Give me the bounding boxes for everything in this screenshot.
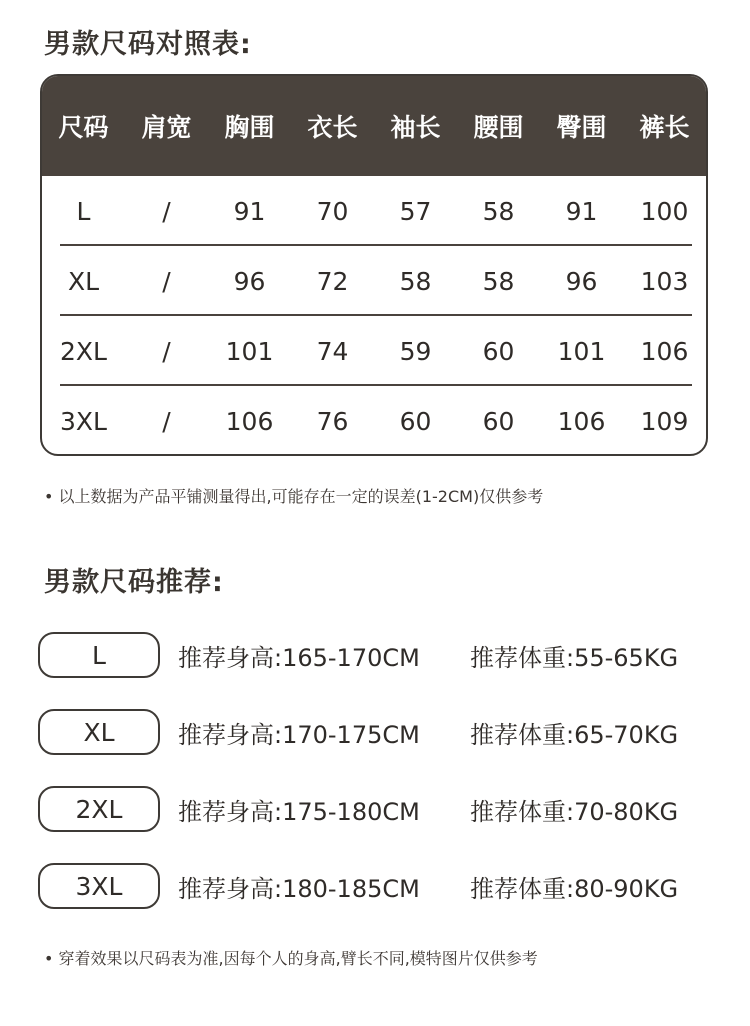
- size-chart-title: 男款尺码对照表:: [44, 29, 252, 60]
- header-cell-size: 尺码: [58, 113, 109, 142]
- recommend-height: 推荐身高:175-180CM: [178, 797, 420, 826]
- table-cell: /: [162, 196, 171, 226]
- size-pill: L: [38, 632, 160, 678]
- table-cell: 59: [399, 336, 432, 366]
- size-chart-table: [40, 74, 708, 456]
- table-cell: 101: [557, 336, 606, 366]
- table-cell: L: [76, 196, 91, 226]
- table-cell: /: [162, 266, 171, 296]
- size-pill: 2XL: [38, 786, 160, 832]
- header-cell-chest: 胸围: [224, 113, 275, 142]
- table-cell: 58: [482, 196, 515, 226]
- table-cell: 106: [557, 406, 606, 436]
- recommend-weight: 推荐体重:65-70KG: [470, 720, 679, 749]
- recommend-note: • 穿着效果以尺码表为准,因每个人的身高,臂长不同,模特图片仅供参考: [44, 949, 538, 968]
- table-cell: 106: [640, 336, 689, 366]
- table-cell: /: [162, 336, 171, 366]
- table-header-row: [42, 76, 706, 176]
- recommend-row-3xl: [38, 860, 728, 912]
- table-row: [42, 176, 706, 246]
- table-cell: 91: [233, 196, 266, 226]
- table-cell: 91: [565, 196, 598, 226]
- table-cell: 3XL: [60, 406, 107, 436]
- table-cell: 58: [399, 266, 432, 296]
- table-cell: 74: [316, 336, 349, 366]
- size-recommend-title: 男款尺码推荐:: [44, 567, 224, 598]
- size-pill: 3XL: [38, 863, 160, 909]
- size-chart-note: • 以上数据为产品平铺测量得出,可能存在一定的误差(1-2CM)仅供参考: [44, 487, 544, 506]
- table-row: [42, 316, 706, 386]
- header-cell-waist: 腰围: [473, 113, 524, 142]
- table-row: [42, 246, 706, 316]
- recommend-row-xl: [38, 706, 728, 758]
- table-body: [42, 176, 706, 456]
- recommend-row-2xl: [38, 783, 728, 835]
- header-cell-pants-length: 裤长: [639, 113, 690, 142]
- table-cell: 100: [640, 196, 689, 226]
- table-cell: 96: [233, 266, 266, 296]
- table-cell: 58: [482, 266, 515, 296]
- recommend-row-l: [38, 629, 728, 681]
- table-cell: 70: [316, 196, 349, 226]
- table-cell: 57: [399, 196, 432, 226]
- table-cell: 60: [482, 406, 515, 436]
- header-cell-length: 衣长: [307, 113, 358, 142]
- table-cell: 76: [316, 406, 349, 436]
- recommend-weight: 推荐体重:70-80KG: [470, 797, 679, 826]
- table-cell: 106: [225, 406, 274, 436]
- header-cell-hip: 臀围: [556, 113, 607, 142]
- table-cell: /: [162, 406, 171, 436]
- table-cell: 103: [640, 266, 689, 296]
- table-cell: 96: [565, 266, 598, 296]
- recommend-weight: 推荐体重:80-90KG: [470, 874, 679, 903]
- table-cell: 72: [316, 266, 349, 296]
- recommend-height: 推荐身高:165-170CM: [178, 643, 420, 672]
- table-cell: 109: [640, 406, 689, 436]
- table-cell: 2XL: [60, 336, 107, 366]
- header-cell-sleeve: 袖长: [390, 113, 441, 142]
- table-cell: XL: [67, 266, 100, 296]
- size-pill: XL: [38, 709, 160, 755]
- table-cell: 101: [225, 336, 274, 366]
- recommend-height: 推荐身高:180-185CM: [178, 874, 420, 903]
- table-row: [42, 386, 706, 456]
- recommend-height: 推荐身高:170-175CM: [178, 720, 420, 749]
- header-cell-shoulder: 肩宽: [141, 113, 192, 142]
- table-cell: 60: [482, 336, 515, 366]
- recommend-weight: 推荐体重:55-65KG: [470, 643, 679, 672]
- table-cell: 60: [399, 406, 432, 436]
